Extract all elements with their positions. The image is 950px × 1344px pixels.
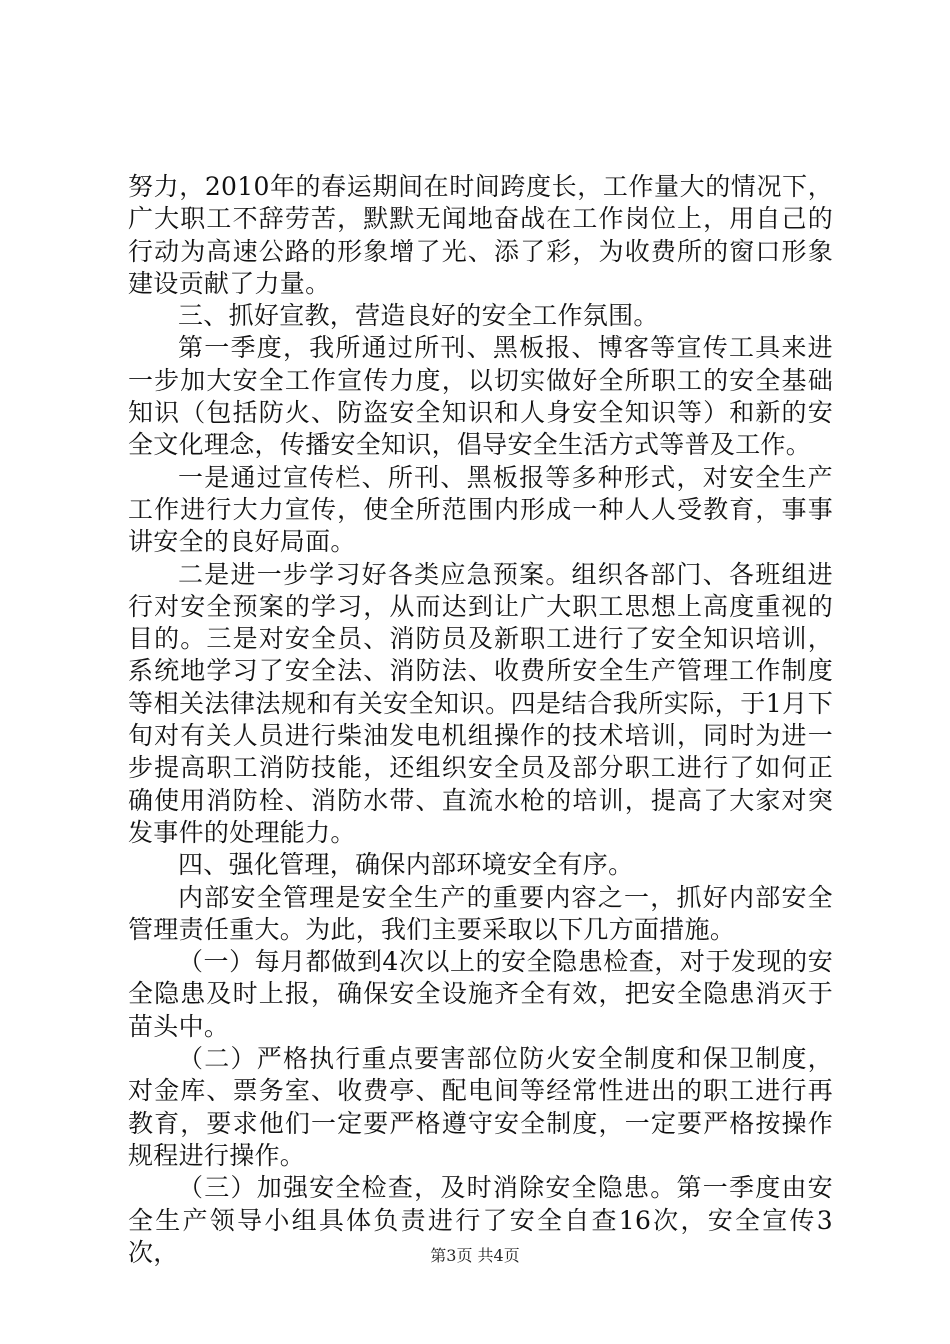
section-heading-3: 三、抓好宣教，营造良好的安全工作氛围。: [178, 301, 659, 331]
paragraph-8: （三）加强安全检查，及时消除安全隐患。第一季度由安全生产领导小组具体负责进行了安全自查16次，安全宣传3次，: [128, 1173, 833, 1267]
paragraph-6: （一）每月都做到4次以上的安全隐患检查，对于发现的安全隐患及时上报，确保安全设施齐全有效，把安全隐患消灭于苗头中。: [128, 947, 833, 1041]
paragraph-1: 努力，2010年的春运期间在时间跨度长，工作量大的情况下，广大职工不辞劳苦，默默无闻地奋战在工作岗位上，用自己的行动为高速公路的形象增了光、添了彩，为收费所的窗口形象建设贡献了力量。: [128, 172, 833, 298]
document-body: [128, 171, 833, 1269]
section-heading-4: 四、强化管理，确保内部环境安全有序。: [178, 850, 634, 880]
page-number-footer: 第3页 共4页: [430, 1246, 520, 1265]
paragraph-2: 第一季度，我所通过所刊、黑板报、博客等宣传工具来进一步加大安全工作宣传力度，以切实做好全所职工的安全基础知识（包括防火、防盗安全知识和人身安全知识等）和新的安全文化理念，传播安全知识，倡导安全生活方式等普及工作。: [128, 333, 833, 460]
paragraph-5: 内部安全管理是安全生产的重要内容之一，抓好内部安全管理责任重大。为此，我们主要采取以下几方面措施。: [128, 882, 833, 944]
paragraph-3: 一是通过宣传栏、所刊、黑板报等多种形式，对安全生产工作进行大力宣传，使全所范围内形成一种人人受教育，事事讲安全的良好局面。: [128, 462, 833, 557]
paragraph-4: 二是进一步学习好各类应急预案。组织各部门、各班组进行对安全预案的学习，从而达到让广大职工思想上高度重视的目的。三是对安全员、消防员及新职工进行了安全知识培训，系统地学习了安全法、消防法、收费所安全生产管理工作制度等相关法律法规和有关安全知识。四是结合我所实际，于1月下旬对有关人员进行柴油发电机组操作的技术培训，同时为进一步提高职工消防技能，还组织安全员及部分职工进行了如何正确使用消防栓、消防水带、直流水枪的培训，提高了大家对突发事件的处理能力。: [128, 559, 833, 847]
paragraph-7: （二）严格执行重点要害部位防火安全制度和保卫制度，对金库、票务室、收费亭、配电间等经常性进出的职工进行再教育，要求他们一定要严格遵守安全制度，一定要严格按操作规程进行操作。: [128, 1044, 833, 1170]
